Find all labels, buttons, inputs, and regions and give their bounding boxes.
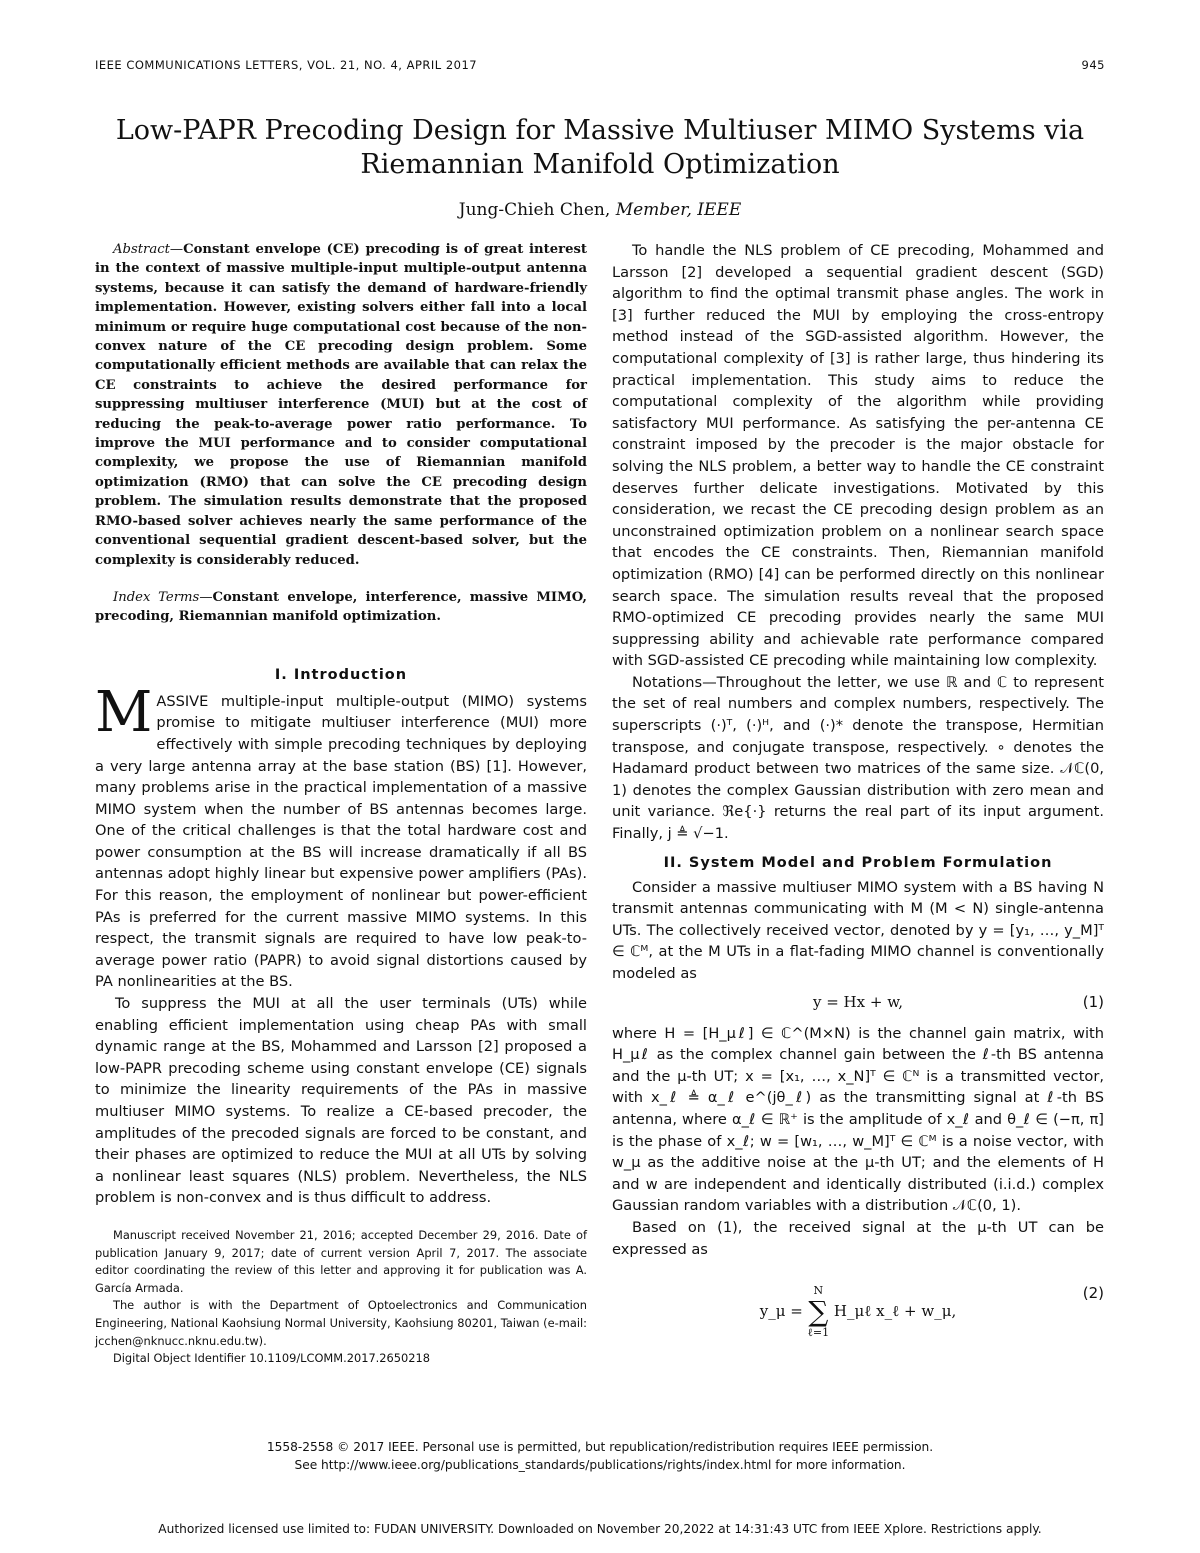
- footnote-author: The author is with the Department of Optoelectronics and Communication Engineering, National Kaohsiung Normal University, Kaohsiung 80201, Taiwan (e-mail: jcchen@nknucc.nknu.edu.tw).: [95, 1298, 587, 1348]
- sigma-glyph: ∑: [808, 1295, 829, 1329]
- title-line-1: Low-PAPR Precoding Design for Massive Multiuser MIMO Systems via: [115, 115, 1085, 146]
- abstract: [95, 240, 587, 570]
- copyright-line-2: See http://www.ieee.org/publications_standards/publications/rights/index.html for more information.: [294, 1458, 906, 1472]
- equation-2-rhs: H_μℓ x_ℓ + w_μ,: [833, 1302, 957, 1321]
- intro-paragraph-1-text: ASSIVE multiple-input multiple-output (MIMO) systems promise to mitigate multiuser interference (MUI) more effectively with simple precoding techniques by deploying a very large antenna array at the base station (BS) [1]. However, many problems arise in the practical implementation of a massive MIMO system when the number of BS antennas becomes large. One of the critical challenges is that the total hardware cost and power consumption at the BS will increase dramatically if all BS antennas adopt highly linear but expensive power amplifiers (PAs). For this reason, the employment of nonlinear but power-efficient PAs is preferred for the current massive MIMO systems. In this respect, the transmit signals are required to have low peak-to-average power ratio (PAPR) to avoid signal distortions caused by PA nonlinearities at the BS.: [95, 692, 587, 991]
- footnote-doi: Digital Object Identifier 10.1109/LCOMM.2017.2650218: [113, 1351, 431, 1366]
- system-model-paragraph-2: where H = [H_μℓ] ∈ ℂ^(M×N) is the channel gain matrix, with H_μℓ as the complex channel gain between the ℓ-th BS antenna and the μ-th UT; x = [x₁, …, x_N]ᵀ ∈ ℂᴺ is a transmitted vector, with x_ℓ ≜ α_ℓ e^(jθ_ℓ) as the transmitting signal at ℓ-th BS antenna, where α_ℓ ∈ ℝ⁺ is the amplitude of x_ℓ and θ_ℓ ∈ (−π, π] is the phase of x_ℓ; w = [w₁, …, w_M]ᵀ ∈ ℂᴹ is a noise vector, with w_μ as the additive noise at the μ-th UT; and the elements of H and w are independent and identically distributed (i.i.d.) complex Gaussian random variables with a distribution 𝒩ℂ(0, 1).: [612, 1024, 1104, 1215]
- equation-2-lhs: y_μ =: [759, 1302, 803, 1321]
- equation-2: [612, 1260, 1104, 1340]
- right-column: [612, 240, 1104, 1340]
- copyright-notice: [60, 1438, 1140, 1474]
- system-model-paragraph-3: Based on (1), the received signal at the μ-th UT can be expressed as: [612, 1218, 1104, 1258]
- index-terms-label: Index Terms—: [113, 589, 213, 605]
- author-role: Member, IEEE: [615, 200, 742, 220]
- authorized-use-notice: Authorized licensed use limited to: FUDAN UNIVERSITY. Downloaded on November 20,2022 at 14:31:43 UTC from IEEE Xplore. Restrictions apply.: [158, 1522, 1042, 1536]
- journal-title: IEEE COMMUNICATIONS LETTERS, VOL. 21, NO. 4, APRIL 2017: [95, 58, 478, 72]
- intro-paragraph-2: To suppress the MUI at all the user terminals (UTs) while enabling efficient implementation using cheap PAs with small dynamic range at the BS, Mohammed and Larsson [2] proposed a low-PAPR precoding scheme using constant envelope (CE) signals to minimize the linearity requirements of the PAs in massive multiuser MIMO systems. To realize a CE-based precoder, the amplitudes of the precoded signals are forced to be constant, and their phases are optimized to reduce the MUI at all UTs by solving a nonlinear least squares (NLS) problem. Nevertheless, the NLS problem is non-convex and is thus difficult to address.: [95, 995, 587, 1207]
- page-number: 945: [1081, 58, 1105, 72]
- summation-upper: N: [813, 1284, 824, 1298]
- equation-1: [612, 985, 1104, 1023]
- drop-cap: M: [95, 679, 153, 745]
- running-header: [95, 58, 1105, 78]
- copyright-line-1: 1558-2558 © 2017 IEEE. Personal use is permitted, but republication/redistribution requires IEEE permission.: [266, 1440, 934, 1454]
- author-line: [60, 200, 1140, 220]
- equation-1-number: (1): [1082, 992, 1104, 1011]
- equation-2-expression: [612, 1284, 1104, 1340]
- intro-paragraph-3: To handle the NLS problem of CE precoding, Mohammed and Larsson [2] developed a sequential gradient descent (SGD) algorithm to find the optimal transmit phase angles. The work in [3] further reduced the MUI by employing the cross-entropy method instead of the SGD-assisted algorithm. However, the computational complexity of [3] is rather large, thus hindering its practical implementation. This study aims to reduce the computational complexity of the algorithm while providing satisfactory MUI performance. As satisfying the per-antenna CE constraint imposed by the precoder is the major obstacle for solving the NLS problem, a better way to handle the CE constraint deserves further delicate investigations. Motivated by this consideration, we recast the CE precoding design problem as an unconstrained optimization problem on a nonlinear search space that encodes the CE constraints. Then, Riemannian manifold optimization (RMO) [4] can be performed directly on this nonlinear search space. The simulation results reveal that the proposed RMO-optimized CE precoding provides nearly the same MUI suppressing ability and achievable rate performance compared with SGD-assisted CE precoding while maintaining low complexity.: [612, 242, 1104, 670]
- system-model-paragraph-1: Consider a massive multiuser MIMO system with a BS having N transmit antennas communicating with M (M < N) single-antenna UTs. The collectively received vector, denoted by y = [y₁, …, y_M]ᵀ ∈ ℂᴹ, at the M UTs in a flat-fading MIMO channel is conventionally modeled as: [612, 878, 1104, 982]
- equation-2-number: (2): [1082, 1284, 1104, 1303]
- equation-1-expression: y = Hx + w,: [812, 992, 904, 1011]
- abstract-label: Abstract—: [113, 242, 184, 257]
- footnote-manuscript: Manuscript received November 21, 2016; accepted December 29, 2016. Date of publication January 9, 2017; date of current version April 7, 2017. The associate editor coordinating the review of this letter and approving it for publication was A. García Armada.: [95, 1227, 587, 1295]
- notations-paragraph: Notations—Throughout the letter, we use ℝ and ℂ to represent the set of real numbers and complex numbers, respectively. The superscripts (·)ᵀ, (·)ᴴ, and (·)* denote the transpose, Hermitian transpose, and conjugate transpose, respectively. ∘ denotes the Hadamard product between two matrices of the same size. 𝒩ℂ(0, 1) denotes the complex Gaussian distribution with zero mean and unit variance. ℜe{·} returns the real part of its input argument. Finally, j ≜ √−1.: [612, 673, 1104, 843]
- footnotes: [95, 1227, 587, 1368]
- title-line-2: Riemannian Manifold Optimization: [360, 149, 840, 180]
- left-column: [95, 240, 587, 1368]
- index-terms-text: Constant envelope, interference, massive MIMO, precoding, Riemannian manifold optimization.: [95, 589, 587, 625]
- index-terms: [95, 588, 587, 627]
- intro-paragraph-1: [95, 679, 587, 993]
- section-heading-introduction: I. Introduction: [274, 666, 408, 683]
- abstract-text: Constant envelope (CE) precoding is of great interest in the context of massive multiple-input multiple-output antenna systems, because it can satisfy the demand of hardware-friendly implementation. However, existing solvers either fall into a local minimum or require huge computational cost because of the non-convex nature of the CE precoding design problem. Some computationally efficient methods are available that can relax the CE constraints to achieve the desired performance for suppressing multiuser interference (MUI) but at the cost of reducing the peak-to-average power ratio performance. To improve the MUI performance and to consider computational complexity, we propose the use of Riemannian manifold optimization (RMO) that can solve the CE precoding design problem. The simulation results demonstrate that the proposed RMO-based solver achieves nearly the same performance of the conventional sequential gradient descent-based solver, but the complexity is considerably reduced.: [95, 242, 587, 568]
- section-heading-system-model: II. System Model and Problem Formulation: [663, 854, 1053, 871]
- paper-title: [60, 114, 1140, 182]
- summation-lower: ℓ=1: [807, 1326, 830, 1340]
- author-name: Jung-Chieh Chen,: [458, 200, 611, 220]
- summation-symbol: [808, 1284, 829, 1340]
